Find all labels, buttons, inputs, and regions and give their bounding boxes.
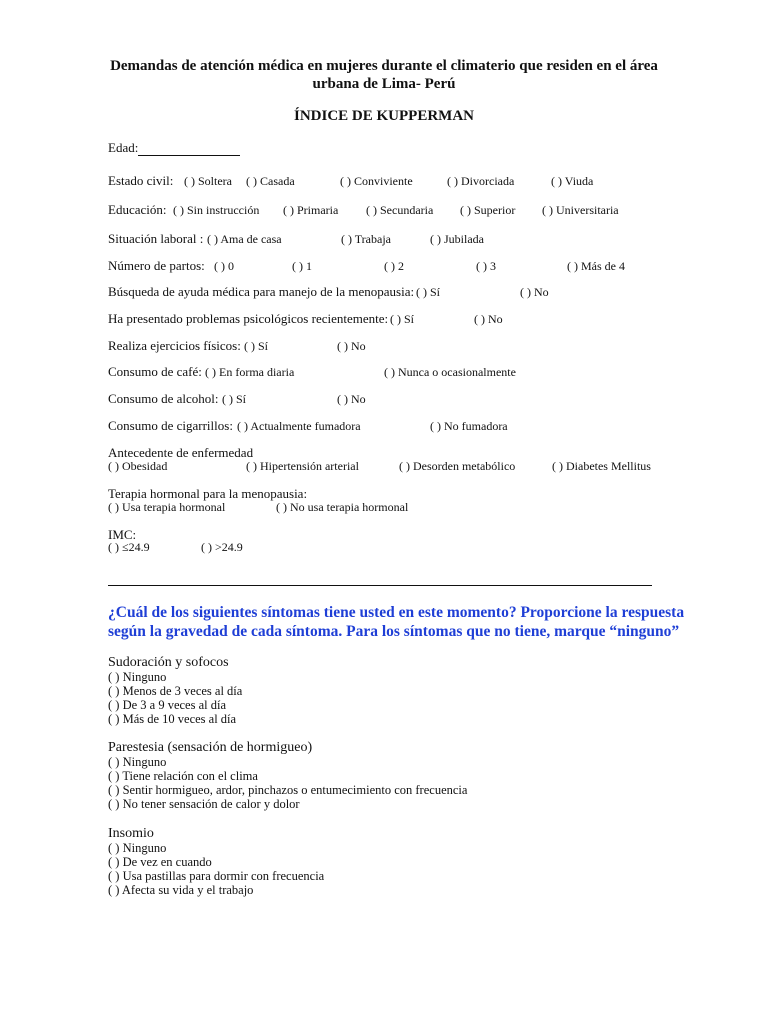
situacion-laboral-label: Situación laboral : <box>108 231 204 246</box>
situacion-laboral-option[interactable]: ( ) Jubilada <box>430 232 484 246</box>
estado-civil-label: Estado civil: <box>108 173 174 188</box>
estado-civil-option[interactable]: ( ) Casada <box>246 174 295 188</box>
symptom-title: Sudoración y sofocos <box>108 655 229 670</box>
educacion-option[interactable]: ( ) Secundaria <box>366 203 434 217</box>
cafe-option[interactable]: ( ) En forma diaria <box>205 365 295 379</box>
symptom-option[interactable]: ( ) Afecta su vida y el trabajo <box>108 883 254 897</box>
numero-partos-option[interactable]: ( ) Más de 4 <box>567 259 625 273</box>
antecedente-option[interactable]: ( ) Hipertensión arterial <box>246 459 359 473</box>
edad-label: Edad: <box>108 140 139 155</box>
educacion-option[interactable]: ( ) Superior <box>460 203 516 217</box>
cigarrillos-label: Consumo de cigarrillos: <box>108 418 233 433</box>
estado-civil-option[interactable]: ( ) Divorciada <box>447 174 515 188</box>
situacion-laboral-option[interactable]: ( ) Ama de casa <box>207 232 282 246</box>
symptom-option[interactable]: ( ) Tiene relación con el clima <box>108 769 258 783</box>
symptom-option[interactable]: ( ) Usa pastillas para dormir con frecuencia <box>108 869 325 883</box>
educacion-option[interactable]: ( ) Sin instrucción <box>173 203 260 217</box>
symptom-option[interactable]: ( ) Ninguno <box>108 670 167 684</box>
symptom-title: Insomio <box>108 826 154 841</box>
antecedente-label: Antecedente de enfermedad <box>108 445 254 460</box>
symptom-title: Parestesia (sensación de hormigueo) <box>108 740 313 755</box>
symptom-option[interactable]: ( ) Ninguno <box>108 755 167 769</box>
terapia-label: Terapia hormonal para la menopausia: <box>108 486 308 501</box>
cafe-label: Consumo de café: <box>108 364 202 379</box>
symptom-option[interactable]: ( ) Más de 10 veces al día <box>108 712 237 726</box>
educacion-label: Educación: <box>108 202 167 217</box>
symptom-option[interactable]: ( ) Menos de 3 veces al día <box>108 684 243 698</box>
antecedente-option[interactable]: ( ) Obesidad <box>108 459 168 473</box>
situacion-laboral-option[interactable]: ( ) Trabaja <box>341 232 391 246</box>
imc-option[interactable]: ( ) >24.9 <box>201 540 243 554</box>
antecedente-option[interactable]: ( ) Desorden metabólico <box>399 459 516 473</box>
edad-row <box>108 140 240 156</box>
alcohol-option[interactable]: ( ) Sí <box>222 392 246 406</box>
cigarrillos-option[interactable]: ( ) Actualmente fumadora <box>237 419 361 433</box>
document-title-line2: urbana de Lima- Perú <box>312 76 456 92</box>
numero-partos-option[interactable]: ( ) 3 <box>476 259 496 273</box>
numero-partos-label: Número de partos: <box>108 258 205 273</box>
terapia-option[interactable]: ( ) Usa terapia hormonal <box>108 500 226 514</box>
imc-option[interactable]: ( ) ≤24.9 <box>108 540 150 554</box>
problemas-psicologicos-option[interactable]: ( ) Sí <box>390 312 414 326</box>
numero-partos-option[interactable]: ( ) 2 <box>384 259 404 273</box>
problemas-psicologicos-option[interactable]: ( ) No <box>474 312 503 326</box>
busqueda-ayuda-option[interactable]: ( ) No <box>520 285 549 299</box>
educacion-option[interactable]: ( ) Primaria <box>283 203 339 217</box>
numero-partos-option[interactable]: ( ) 1 <box>292 259 312 273</box>
document-title-line1: Demandas de atención médica en mujeres durante el climaterio que residen en el área <box>110 58 658 74</box>
symptom-option[interactable]: ( ) No tener sensación de calor y dolor <box>108 797 300 811</box>
problemas-psicologicos-label: Ha presentado problemas psicológicos recientemente: <box>108 311 389 326</box>
section-divider <box>108 585 652 586</box>
symptom-option[interactable]: ( ) Sentir hormigueo, ardor, pinchazos o entumecimiento con frecuencia <box>108 783 468 797</box>
alcohol-option[interactable]: ( ) No <box>337 392 366 406</box>
index-title: ÍNDICE DE KUPPERMAN <box>294 108 474 124</box>
educacion-option[interactable]: ( ) Universitaria <box>542 203 619 217</box>
antecedente-option[interactable]: ( ) Diabetes Mellitus <box>552 459 651 473</box>
cigarrillos-option[interactable]: ( ) No fumadora <box>430 419 508 433</box>
symptoms-question: ¿Cuál de los siguientes síntomas tiene usted en este momento? Proporcione la respuesta según la gravedad de cada síntoma. Para los síntomas que no tiene, marque “ninguno” <box>108 604 685 640</box>
symptom-option[interactable]: ( ) De vez en cuando <box>108 855 212 869</box>
numero-partos-option[interactable]: ( ) 0 <box>214 259 234 273</box>
busqueda-ayuda-label: Búsqueda de ayuda médica para manejo de la menopausia: <box>108 284 415 299</box>
terapia-option[interactable]: ( ) No usa terapia hormonal <box>276 500 409 514</box>
ejercicios-label: Realiza ejercicios físicos: <box>108 338 241 353</box>
busqueda-ayuda-option[interactable]: ( ) Sí <box>416 285 440 299</box>
estado-civil-option[interactable]: ( ) Viuda <box>551 174 594 188</box>
estado-civil-option[interactable]: ( ) Soltera <box>184 174 232 188</box>
symptom-option[interactable]: ( ) De 3 a 9 veces al día <box>108 698 226 712</box>
symptom-option[interactable]: ( ) Ninguno <box>108 841 167 855</box>
alcohol-label: Consumo de alcohol: <box>108 391 219 406</box>
ejercicios-option[interactable]: ( ) No <box>337 339 366 353</box>
ejercicios-option[interactable]: ( ) Sí <box>244 339 268 353</box>
imc-label: IMC: <box>108 527 137 542</box>
cafe-option[interactable]: ( ) Nunca o ocasionalmente <box>384 365 516 379</box>
estado-civil-option[interactable]: ( ) Conviviente <box>340 174 413 188</box>
edad-field[interactable] <box>138 141 240 156</box>
